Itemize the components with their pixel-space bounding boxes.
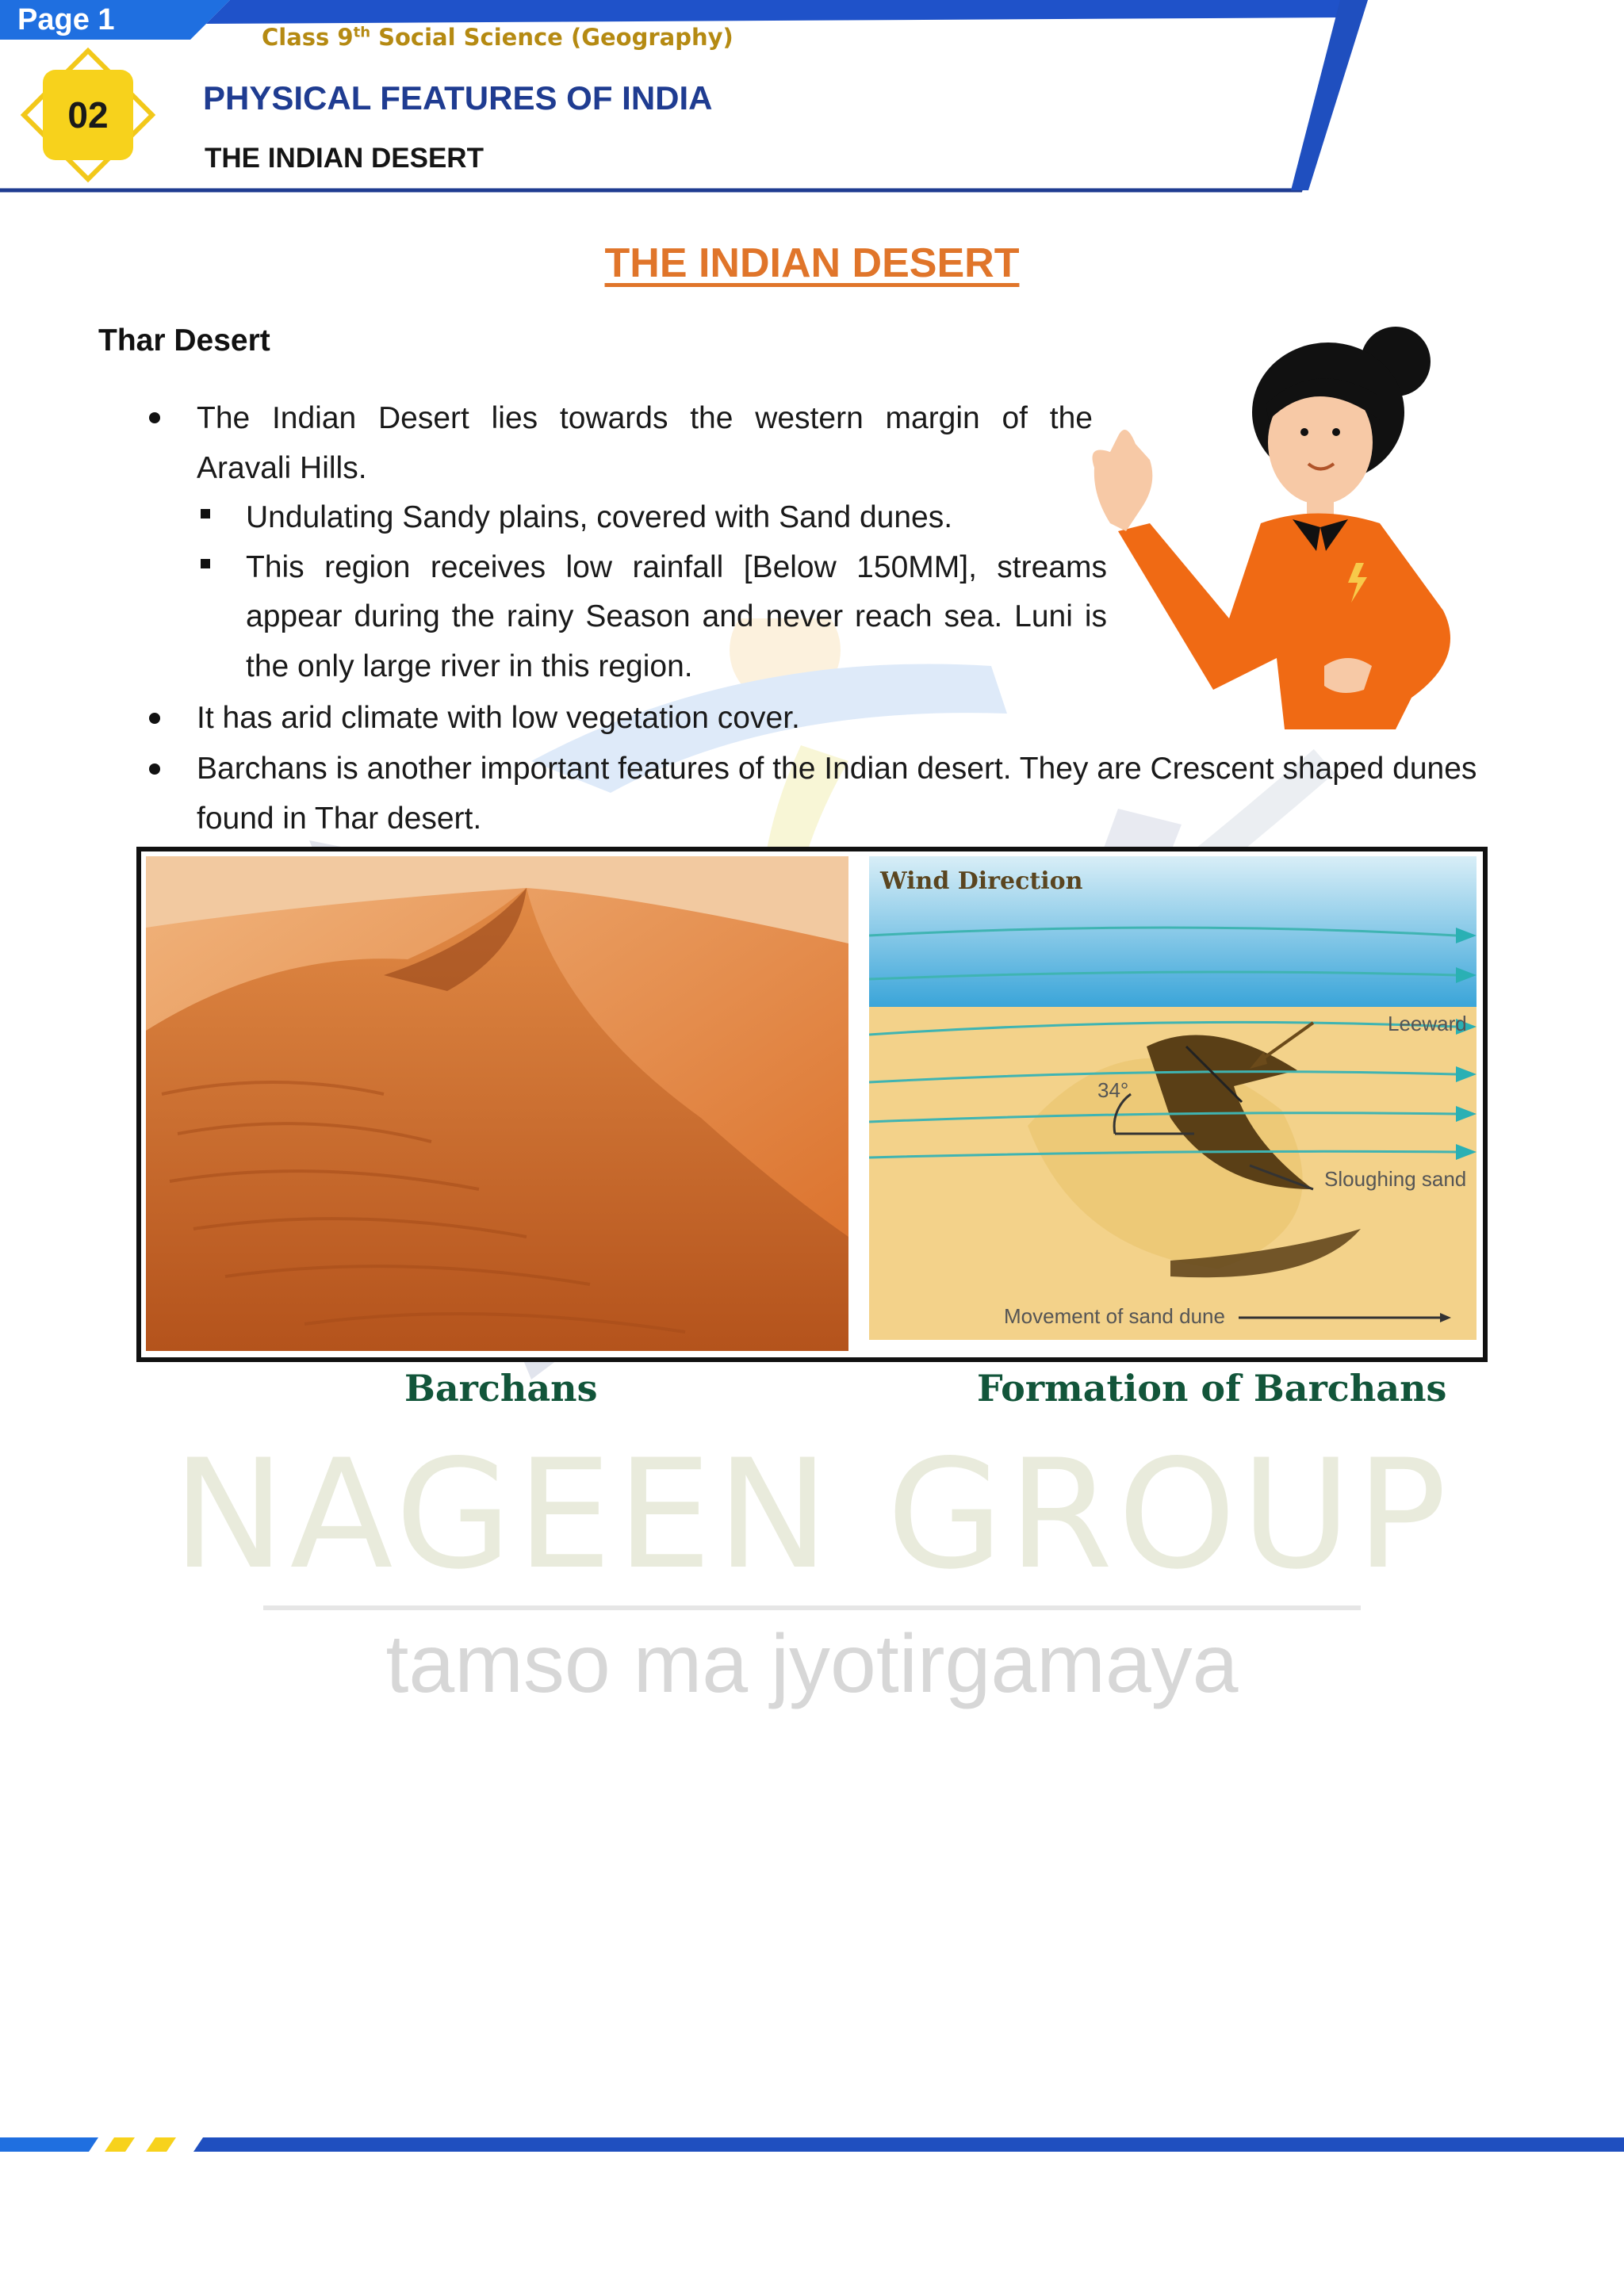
sub-bullet-2-line-2: appear during the rainy Season and never reach sea. Luni is bbox=[246, 599, 1107, 633]
chapter-number: 02 bbox=[67, 94, 109, 136]
sub-bullet-2-line-1: This region receives low rainfall [Below 150MM], streams bbox=[246, 550, 1107, 584]
bullet-1-line-2: Aravali Hills. bbox=[197, 451, 367, 485]
caption-barchans: Barchans bbox=[404, 1367, 598, 1410]
barchans-photo bbox=[146, 856, 848, 1351]
bullet-dot bbox=[149, 412, 160, 423]
sloughing-sand-label: Sloughing sand bbox=[1324, 1167, 1467, 1191]
leeward-label: Leeward bbox=[1388, 1012, 1467, 1035]
sub-bullet-1: Undulating Sandy plains, covered with Sand dunes. bbox=[246, 500, 953, 534]
sub-bullet-square bbox=[201, 559, 210, 568]
bullet-1-line-1: The Indian Desert lies towards the western margin of the bbox=[197, 401, 1093, 435]
sub-bullet-square bbox=[201, 509, 210, 519]
footer-bar bbox=[0, 2133, 1624, 2156]
barchan-formation-diagram bbox=[869, 856, 1477, 1340]
section-subtitle: THE INDIAN DESERT bbox=[205, 143, 484, 174]
page-title: THE INDIAN DESERT bbox=[604, 240, 1020, 286]
bullet-dot bbox=[149, 763, 160, 775]
bullet-3-line-1: Barchans is another important features of the Indian desert. They are Crescent shaped dunes bbox=[197, 752, 1477, 786]
teacher-illustration bbox=[1078, 325, 1499, 737]
sub-bullet-2-line-3: the only large river in this region. bbox=[246, 649, 693, 683]
page-label: Page 1 bbox=[17, 3, 115, 36]
bullet-3-line-2: found in Thar desert. bbox=[197, 802, 482, 836]
chapter-title: PHYSICAL FEATURES OF INDIA bbox=[203, 79, 713, 117]
bullet-dot bbox=[149, 713, 160, 724]
watermark-divider bbox=[263, 1605, 1361, 1610]
angle-label: 34° bbox=[1097, 1078, 1129, 1102]
wind-direction-label: Wind Direction bbox=[880, 867, 1083, 895]
watermark-brand: NAGEEN GROUP bbox=[172, 1427, 1452, 1602]
movement-label: Movement of sand dune bbox=[1004, 1304, 1225, 1328]
watermark-tagline: tamso ma jyotirgamaya bbox=[385, 1618, 1239, 1710]
subheading: Thar Desert bbox=[98, 323, 270, 358]
caption-formation-of-barchans: Formation of Barchans bbox=[977, 1367, 1447, 1410]
bullet-2: It has arid climate with low vegetation cover. bbox=[197, 701, 800, 735]
class-line: Class 9th Social Science (Geography) bbox=[262, 24, 733, 51]
